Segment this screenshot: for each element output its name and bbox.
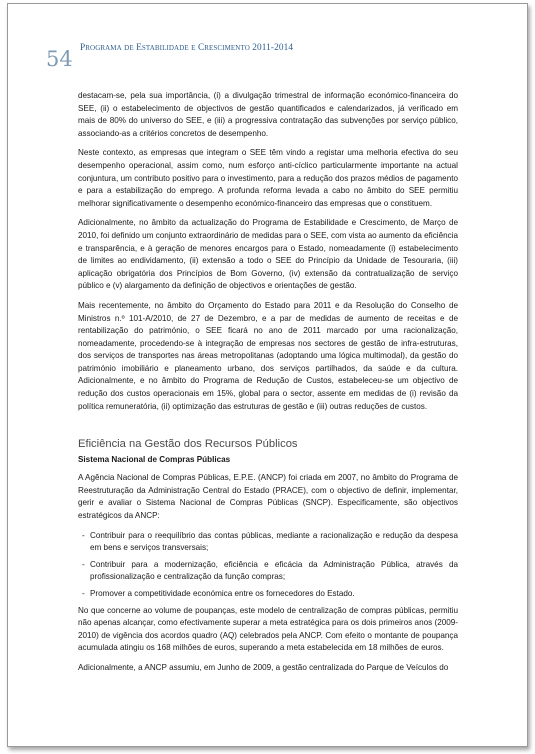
paragraph: Neste contexto, as empresas que integram o SEE têm vindo a registar uma melhoria efectiva do seu desempenho operacional, assim como, num esforço anti-cíclico particularmente importante na actual conjuntura, um contributo positivo para o investimento, para a redução dos prazos médios de pagamento e para a estabilização do emprego. A profunda reforma levada a cabo no âmbito do SEE permitiu melhorar significativamente o desempenho económico-financeiro das empresas que o constituem. — [78, 148, 458, 208]
bullet-marker: - — [82, 589, 85, 598]
paragraph: destacam-se, pela sua importância, (i) a divulgação trimestral de informação económico-financeira do SEE, (ii) o estabelecimento de objectivos de gestão quantificados e calendarizados, já verificado em mais de 80% do universo do SEE, e (iii) a progressiva contratação das subvenções por serviço público, associando-as a critérios concretos de desempenho. — [78, 91, 458, 138]
paragraph: A Agência Nacional de Compras Públicas, E.P.E. (ANCP) foi criada em 2007, no âmbito do Programa de Reestruturação da Administração Central do Estado (PRACE), com o objectivo de definir, implementar, gerir e avaliar o Sistema Nacional de Compras Públicas (SNCP). Especificamente, são objectivos estratégicos da ANCP: — [78, 473, 458, 521]
list-item — [78, 559, 458, 584]
bullet-marker: - — [82, 530, 85, 540]
paragraph: Mais recentemente, no âmbito do Orçamento do Estado para 2011 e da Resolução do Conselho de Ministros n.º 101-A/2010, de 27 de Dezembro, e a par de medidas de aumento de receitas e de rentabilização do património, o SEE ficará no ano de 2011 marcado por uma racionalização, nomeadamente, procedendo-se à integração de empresas nos sectores de gestão de infra-estruturas, dos serviços de transportes nas áreas metropolitanas (adoptando uma lógica multimodal), da gestão do património imobiliário e planeamento urbano, dos serviços partilhados, da saúde e da cultura. Adicionalmente, e no âmbito do Programa de Redução de Custos, estabeleceu-se um objectivo de redução dos custos operacionais em 15%, global para o sector, assente em medidas de (i) revisão da política remuneratória, (ii) optimização das estruturas de gestão e (iii) outras reduções de custos. — [78, 300, 458, 411]
running-header-title: Programa de Estabilidade e Crescimento 2011-2014 — [80, 43, 294, 53]
page-content — [78, 90, 458, 682]
list-item-text: Promover a competitividade económica entre os fornecedores do Estado. — [90, 589, 355, 598]
section-heading: Eficiência na Gestão dos Recursos Públicos — [78, 438, 298, 451]
bullet-marker: - — [82, 559, 85, 569]
paragraph: No que concerne ao volume de poupanças, este modelo de centralização de compras públicas, permitiu não apenas alcançar, como efectivamente superar a meta estratégica para os dois primeiros anos (2009-2010) de vigência dos acordos quadro (AQ) celebrados pela ANCP. Com efeito o montante de poupança acumulada atingiu os 168 milhões de euros, superando a meta estabelecida em 18 milhões de euros. — [78, 605, 458, 653]
page-number: 54 — [46, 47, 73, 71]
paragraph: Adicionalmente, a ANCP assumiu, em Junho de 2009, a gestão centralizada do Parque de Veículos do — [78, 662, 449, 672]
list-item — [78, 588, 458, 601]
paragraph: Adicionalmente, no âmbito da actualização do Programa de Estabilidade e Crescimento, de Março de 2010, foi definido um conjunto extraordinário de medidas para o SEE, com vista ao aumento da eficiência e transparência, e à geração de menores encargos para o Estado, nomeadamente (i) estabelecimento de limites ao endividamento, (ii) extensão a todo o SEE do Princípio da Unidade de Tesouraria, (iii) aplicação obrigatória dos Princípios de Bom Governo, (iv) extensão da contratualização de serviço público e (v) alargamento da definição de objectivos e orientações de gestão. — [78, 218, 458, 291]
subsection-heading: Sistema Nacional de Compras Públicas — [78, 455, 231, 465]
list-item-text: Contribuir para a modernização, eficiência e eficácia da Administração Pública, através da profissionalização e centralização da função compras; — [90, 559, 458, 582]
list-item — [78, 530, 458, 555]
list-item-text: Contribuir para o reequilíbrio das contas públicas, mediante a racionalização e redução da despesa em bens e serviços transversais; — [90, 530, 458, 553]
objectives-list — [78, 530, 458, 601]
